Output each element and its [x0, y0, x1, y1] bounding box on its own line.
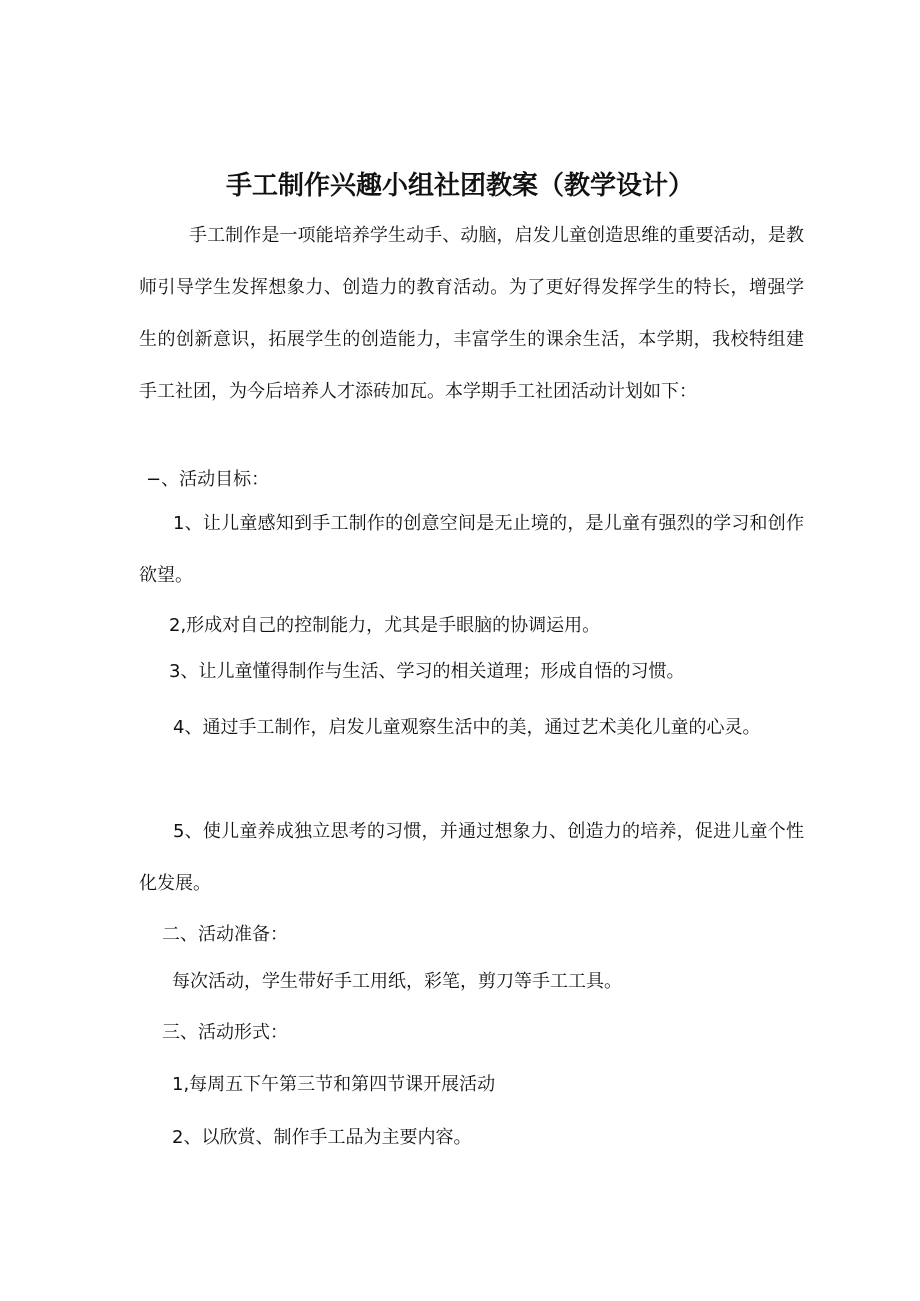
goal-item-5: 5、使儿童养成独立思考的习惯，并通过想象力、创造力的培养，促进儿童个性化发展。 [139, 821, 804, 894]
section2-text: 每次活动，学生带好手工用纸，彩笔，剪刀等手工工具。 [172, 971, 622, 992]
goal-item-1: 1、让儿童感知到手工制作的创意空间是无止境的，是儿童有强烈的学习和创作欲望。 [139, 513, 804, 586]
form-item-1: 1,每周五下午第三节和第四节课开展活动 [172, 1074, 496, 1095]
section1-heading: −、活动目标： [146, 469, 270, 490]
document-title: 手工制作兴趣小组社团教案（教学设计） [225, 171, 694, 201]
goal-item-3: 3、让儿童懂得制作与生活、学习的相关道理；形成自悟的习惯。 [169, 661, 685, 682]
intro-paragraph: 手工制作是一项能培养学生动手、动脑，启发儿童创造思维的重要活动，是教师引导学生发挥想象力、创造力的教育活动。为了更好得发挥学生的特长，增强学生的创新意识，拓展学生的创造能力，丰富学生的课余生活，本学期，我校特组建手工社团，为今后培养人才添砖加瓦。本学期手工社团活动计划如下： [139, 225, 804, 402]
goal-item-4: 4、通过手工制作，启发儿童观察生活中的美，通过艺术美化儿童的心灵。 [173, 717, 761, 738]
section3-heading: 三、活动形式： [162, 1022, 288, 1043]
goal-item-2: 2,形成对自己的控制能力，尤其是手眼脑的协调运用。 [169, 615, 601, 636]
form-item-2: 2、以欣赏、制作手工品为主要内容。 [172, 1127, 472, 1148]
section2-heading: 二、活动准备： [162, 924, 288, 945]
